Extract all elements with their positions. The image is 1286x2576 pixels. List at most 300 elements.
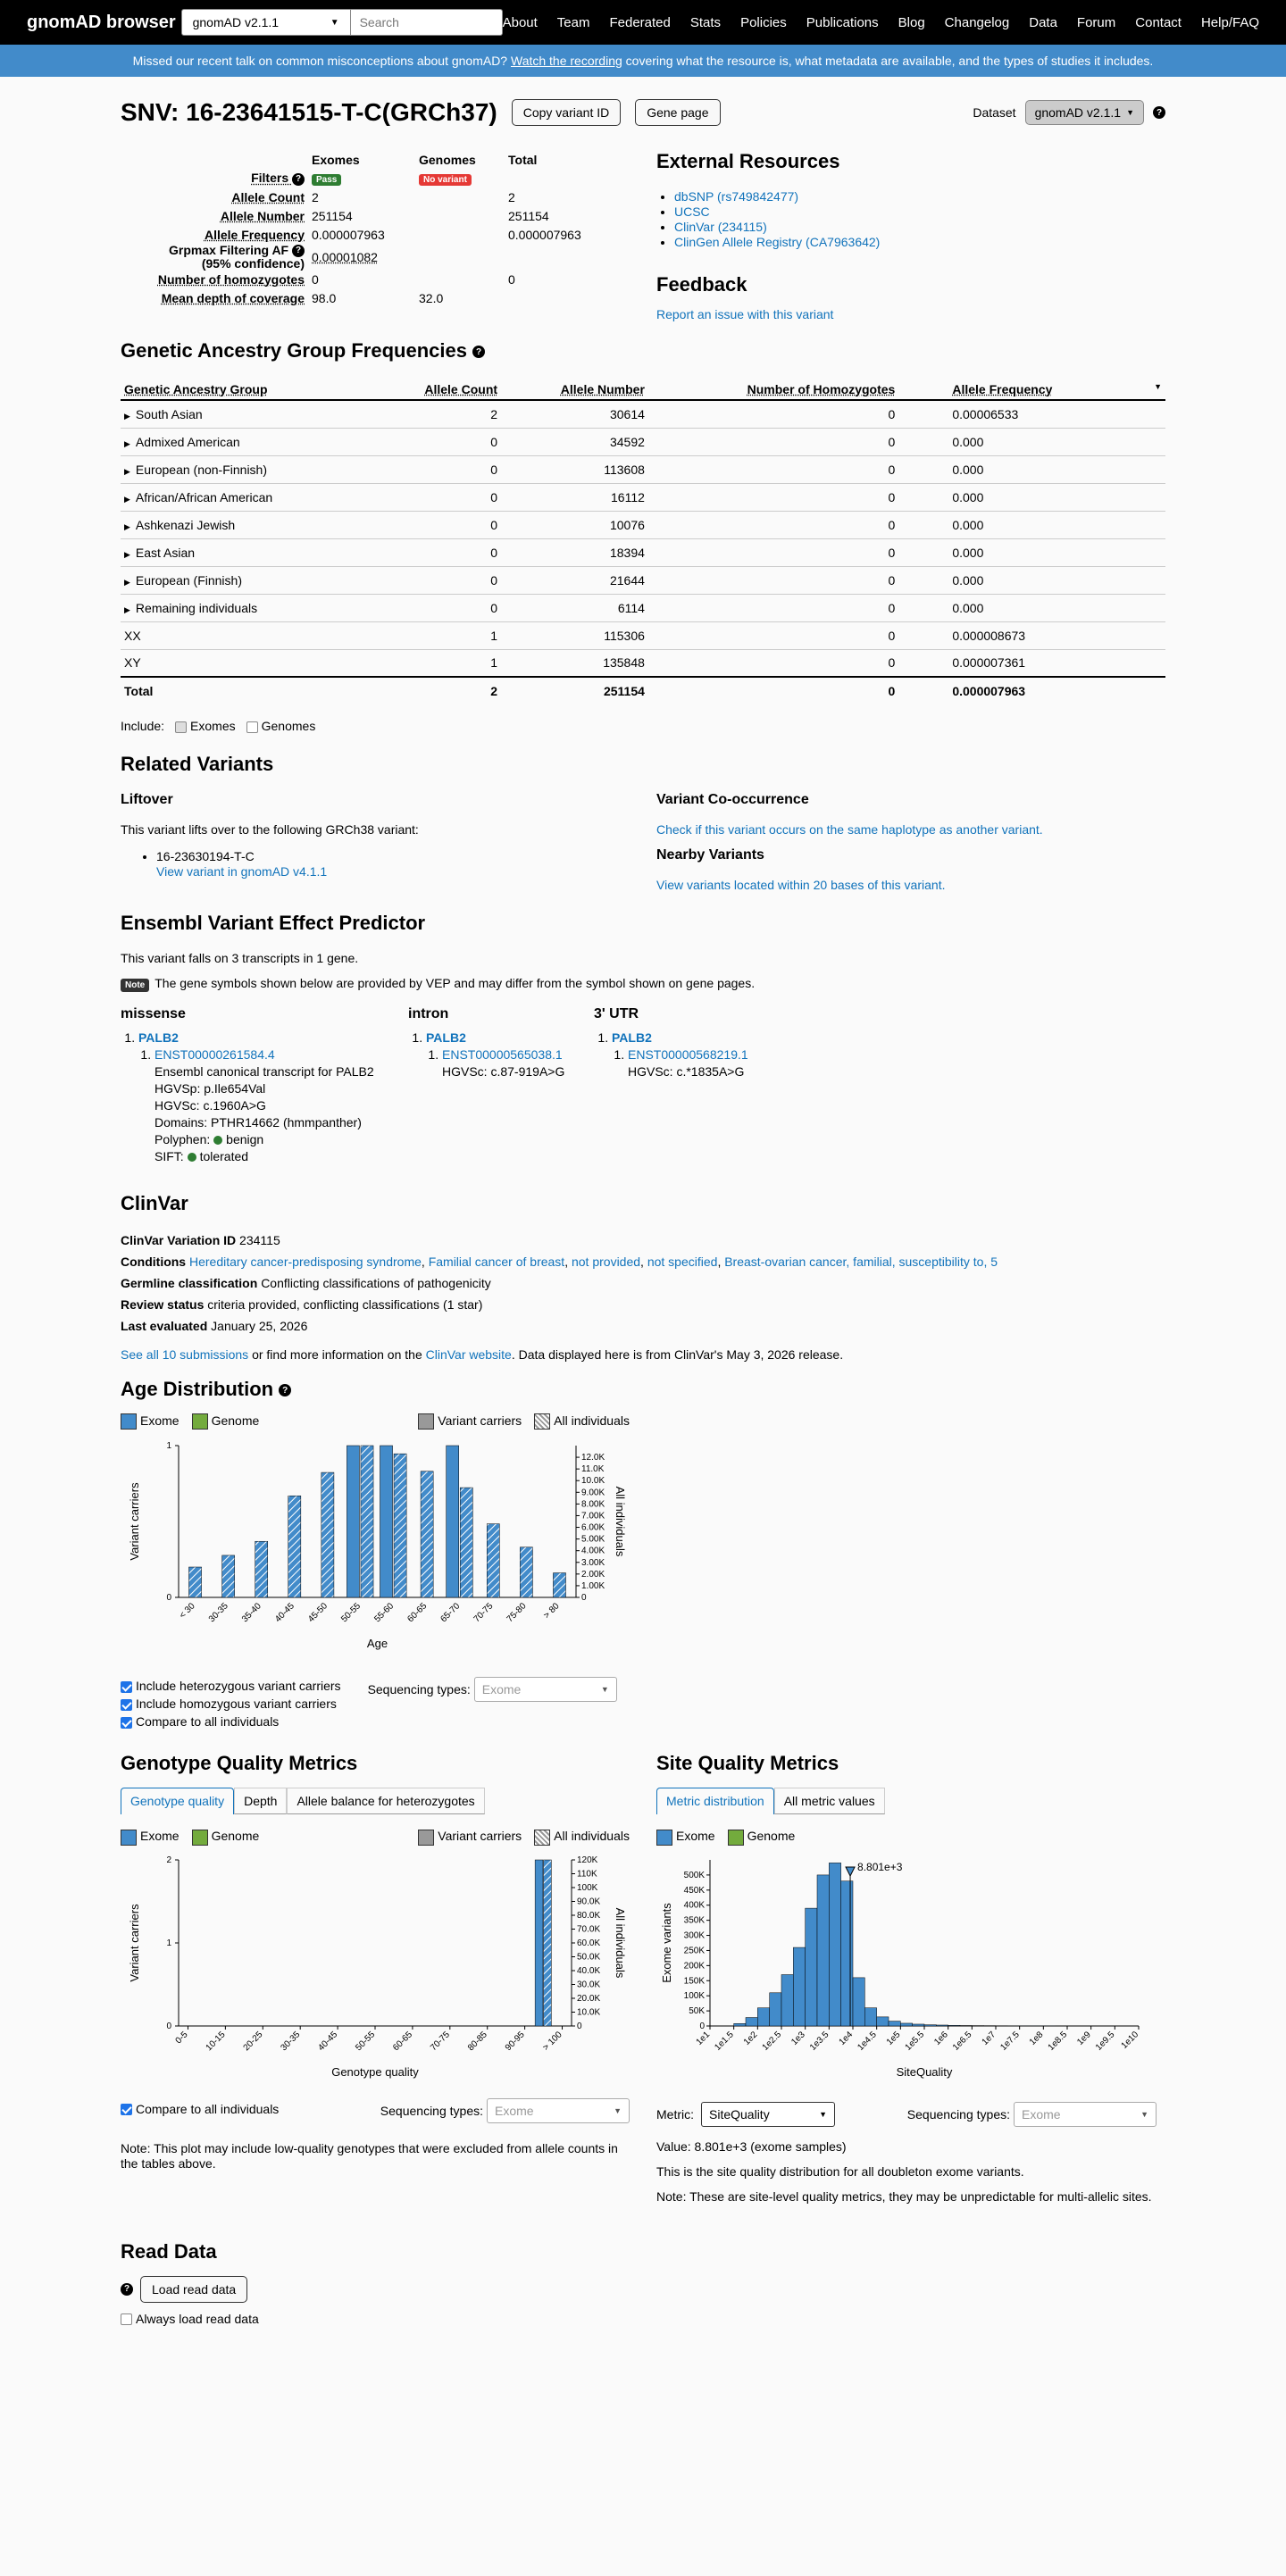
external-link-item [674,189,1165,204]
read-data-title: Read Data [121,2239,217,2263]
nav-team[interactable]: Team [556,14,590,30]
ancestry-col-header[interactable]: Genetic Ancestry Group [121,379,372,400]
gq-x-tick: > 100 [540,2029,564,2053]
cooccurrence-title: Variant Co-occurrence [656,792,809,807]
het-carriers-checkbox[interactable]: Include heterozygous variant carriers [121,1677,341,1695]
vep-consequence: 3' UTR [594,1006,639,1021]
hom-carriers-checkbox[interactable]: Include homozygous variant carriers [121,1695,341,1713]
legend-genome: Genome [192,1413,260,1430]
help-icon[interactable]: ? [472,346,485,358]
ancestry-row [121,649,1165,677]
vep-consequences [121,1006,1165,1165]
ancestry-cell: 0.000 [898,538,1165,566]
note-badge: Note [121,979,149,992]
ancestry-cell: 0 [648,511,898,538]
liftover-link[interactable]: View variant in gnomAD v4.1.1 [156,864,328,879]
age-x-tick: 75-80 [505,1601,529,1625]
help-icon[interactable]: ? [279,1384,291,1396]
tab-all-metric-values[interactable]: All metric values [774,1788,885,1814]
sq-bar[interactable] [877,2016,889,2025]
gq-x-tick: 70-75 [429,2029,452,2053]
ancestry-cell: 1 [372,649,501,677]
clinvar-condition-link[interactable]: Breast-ovarian cancer, familial, susceptibility to, 5 [724,1255,998,1269]
external-link[interactable]: dbSNP (rs749842477) [674,189,799,204]
vep-transcript-link[interactable]: ENST00000261584.4 [154,1047,275,1062]
vep-gene-link[interactable]: PALB2 [426,1030,466,1045]
age-y2-tick: 6.00K [581,1522,605,1533]
ancestry-cell: 113608 [501,455,648,483]
age-y-tick: 0 [166,1593,171,1604]
sq-x-tick: 1e2 [741,2029,760,2047]
age-y2-tick: 3.00K [581,1558,605,1569]
ancestry-cell: 21644 [501,566,648,594]
expand-caret-icon[interactable]: ▶ [124,577,130,587]
gq-y2-tick: 100K [577,1882,598,1893]
sq-bar[interactable] [864,2007,876,2025]
age-y2-tick: 10.0K [581,1476,605,1487]
age-x-tick: 55-60 [372,1601,397,1625]
gq-x-tick: 0-5 [173,2029,190,2046]
age-all-bar[interactable] [553,1573,565,1597]
sq-bar[interactable] [936,2025,948,2026]
clinvar-condition-link[interactable]: not provided [571,1255,641,1269]
age-all-bar[interactable] [361,1446,373,1597]
summary-row [121,288,585,307]
ancestry-cell: ▶ Remaining individuals [121,594,372,621]
seq-types-label: Sequencing types: [906,2106,1010,2122]
tolerated-dot-icon [188,1153,196,1162]
seq-types-label: Sequencing types: [367,1682,471,1697]
help-icon[interactable]: ? [121,2283,133,2296]
ancestry-title: Genetic Ancestry Group Frequencies ? [121,339,1165,363]
expand-caret-icon[interactable]: ▶ [124,604,130,614]
ancestry-total-row [121,677,1165,704]
ancestry-row[interactable] [121,511,1165,538]
sq-x-tick: 1e4.5 [856,2029,879,2053]
help-icon[interactable]: ? [292,245,305,257]
expand-caret-icon[interactable]: ▶ [124,549,130,559]
sq-bar[interactable] [734,2023,746,2026]
sq-bar[interactable] [817,1875,829,2026]
sq-note: Note: These are site-level quality metrics, they may be unpredictable for multi-allelic sites. [656,2188,1152,2204]
ancestry-cell: ▶ East Asian [121,538,372,566]
dataset-select[interactable] [181,9,351,36]
help-icon[interactable]: ? [292,173,305,186]
ancestry-cell: 0 [372,538,501,566]
ancestry-total-cell: Total [121,677,372,704]
external-link[interactable]: ClinGen Allele Registry (CA7963642) [674,235,881,249]
search-group [181,9,503,36]
nav-federated[interactable]: Federated [609,14,671,30]
vep-group [408,1006,594,1165]
ancestry-cell: ▶ Admixed American [121,428,372,455]
ancestry-row [121,621,1165,649]
copy-variant-id-button[interactable]: Copy variant ID [512,99,621,126]
gq-carrier-bar[interactable] [535,1860,543,2026]
filters-label: Filters ? [121,169,308,188]
include-exomes-checkbox[interactable]: Exomes [175,719,236,733]
gene-page-button[interactable]: Gene page [635,99,720,126]
age-all-bar[interactable] [520,1547,532,1597]
age-y2-label: All individuals [614,1486,627,1557]
age-all-bar[interactable] [394,1454,406,1597]
age-y-label: Variant carriers [128,1482,141,1561]
tab-genotype-quality[interactable]: Genotype quality [121,1788,234,1814]
metric-select[interactable]: SiteQuality ▼ [701,2102,835,2127]
gq-y-tick: 2 [166,1855,171,1865]
clinvar-website-link[interactable]: ClinVar website [425,1347,512,1362]
ancestry-cell: 0 [372,455,501,483]
sq-y-tick: 50K [689,2005,705,2016]
external-resources-title: External Resources [656,150,840,172]
sq-bar[interactable] [781,1974,793,2025]
gq-y-tick: 0 [166,2021,171,2031]
tab-metric-distribution[interactable]: Metric distribution [656,1788,774,1814]
report-issue-link[interactable]: Report an issue with this variant [656,307,834,321]
sq-x-tick: 1e8 [1027,2029,1046,2047]
col-exomes: Exomes [312,152,360,167]
dataset-label: Dataset [973,105,1016,120]
nav-changelog[interactable]: Changelog [944,14,1010,30]
summary-exome-value: 251154 [312,208,353,223]
sq-y-tick: 150K [683,1975,705,1986]
summary-row-label: Number of homozygotes [157,271,305,287]
brand-logo[interactable]: gnomAD browser [27,12,176,32]
age-y2-tick: 5.00K [581,1534,605,1545]
sq-x-tick: 1e2.5 [760,2029,784,2053]
ancestry-cell: ▶ South Asian [121,400,372,428]
age-all-bar[interactable] [460,1488,472,1597]
seq-types-select[interactable]: Exome ▼ [474,1677,617,1702]
sq-x-tick: 1e9 [1075,2029,1093,2047]
age-carrier-bar[interactable] [447,1446,459,1597]
benign-dot-icon [213,1136,222,1145]
compare-all-checkbox[interactable]: Compare to all individuals [121,1713,341,1730]
nearby-link[interactable]: View variants located within 20 bases of this variant. [656,878,946,892]
age-all-bar[interactable] [322,1472,334,1597]
nav-publications[interactable]: Publications [806,14,879,30]
cooccurrence-link[interactable]: Check if this variant occurs on the same haplotype as another variant. [656,822,1043,837]
genome-filter-badge: No variant [419,174,472,186]
vep-gene-link[interactable]: PALB2 [138,1030,179,1045]
summary-row [121,188,585,206]
gq-y2-tick: 90.0K [577,1897,601,1907]
clinvar-condition-link[interactable]: Hereditary cancer-predisposing syndrome [189,1255,422,1269]
summary-row [121,225,585,244]
gq-title: Genotype Quality Metrics [121,1752,358,1775]
chevron-down-icon: ▼ [614,2105,622,2115]
site-quality-section [656,1752,1165,2204]
sq-bar[interactable] [746,2017,757,2025]
ancestry-row[interactable] [121,428,1165,455]
age-x-tick: 30-35 [206,1601,230,1625]
vep-detail: Ensembl canonical transcript for PALB2 [154,1064,374,1079]
search-input[interactable]: Search [351,9,503,36]
marker-arrow-icon [846,1867,855,1876]
vep-gene-link[interactable]: PALB2 [612,1030,652,1045]
nav-policies[interactable]: Policies [740,14,787,30]
external-link[interactable]: UCSC [674,204,710,219]
liftover-title: Liftover [121,792,173,807]
top-navbar [0,0,1286,45]
sq-bar[interactable] [960,2025,972,2026]
gq-compare-checkbox[interactable]: Compare to all individuals [121,2102,279,2116]
vep-polyphen: Polyphen: benign [154,1132,264,1146]
vep-sift: SIFT: tolerated [154,1149,249,1163]
external-link-item [674,220,1165,235]
summary-genome-value: 32.0 [419,290,444,305]
external-link[interactable]: ClinVar (234115) [674,220,767,234]
gq-x-tick: 40-45 [316,2029,340,2053]
age-y2-tick: 8.00K [581,1499,605,1510]
age-chart [121,1437,630,1669]
ancestry-cell: 0.000 [898,566,1165,594]
age-carrier-bar[interactable] [380,1446,392,1597]
help-icon[interactable]: ? [1153,106,1165,119]
legend-carriers: Variant carriers [418,1829,522,1845]
sq-bar[interactable] [770,1992,781,2025]
ancestry-cell: 34592 [501,428,648,455]
sq-legend [656,1829,1165,1845]
age-x-tick: 45-50 [306,1601,330,1625]
age-all-bar[interactable] [421,1471,433,1597]
sq-desc: This is the site quality distribution for all doubleton exome variants. [656,2163,1024,2179]
sq-controls [656,2102,1157,2127]
nav-contact[interactable]: Contact [1135,14,1182,30]
ancestry-cell: 0 [372,428,501,455]
ancestry-cell: 1 [372,621,501,649]
gq-x-tick: 30-35 [279,2029,303,2053]
clinvar-id: ClinVar Variation ID 234115 [121,1233,280,1247]
dataset-dropdown[interactable]: gnomAD v2.1.1 ▼ [1025,100,1144,125]
exome-filter-badge: Pass [312,174,341,186]
sq-marker-label: 8.801e+3 [857,1860,903,1873]
tab-allele-balance[interactable]: Allele balance for heterozygotes [287,1788,484,1814]
gq-controls [121,2102,630,2123]
ancestry-col-header[interactable]: Allele Count [372,379,501,400]
ancestry-col-header[interactable]: Number of Homozygotes [648,379,898,400]
age-chart-block [121,1413,630,1730]
sq-bar[interactable] [841,1880,853,2025]
ancestry-cell: 0 [648,400,898,428]
gq-all-bar[interactable] [544,1860,552,2026]
age-x-label: Age [366,1637,388,1651]
cooccurrence-section [656,792,1165,892]
load-read-data-button[interactable]: Load read data [140,2276,247,2303]
vep-transcript-link[interactable]: ENST00000565038.1 [442,1047,563,1062]
grpmax-exome-value: 0.00001082 [312,249,378,264]
nav-about[interactable]: About [502,14,538,30]
sq-seq-types-select[interactable]: Exome ▼ [1014,2102,1157,2127]
gq-y-label: Variant carriers [128,1904,141,1982]
sq-x-tick: 1e8.5 [1046,2029,1070,2053]
age-all-bar[interactable] [188,1567,201,1597]
sq-bar[interactable] [889,2021,900,2025]
ancestry-row[interactable] [121,566,1165,594]
nav-data[interactable]: Data [1029,14,1057,30]
ancestry-cell: 0.000 [898,483,1165,511]
external-links-list [674,189,1165,250]
ancestry-cell: 6114 [501,594,648,621]
variant-header [121,95,1165,130]
gq-x-tick: 20-25 [241,2029,265,2053]
age-x-tick: < 30 [177,1601,197,1621]
expand-caret-icon[interactable]: ▶ [124,438,130,448]
external-link-item [674,235,1165,250]
ancestry-row[interactable] [121,483,1165,511]
sort-desc-icon: ▼ [1154,381,1162,391]
gq-y2-tick: 40.0K [577,1965,601,1976]
sq-bar[interactable] [948,2025,960,2026]
nav-helpfaq[interactable]: Help/FAQ [1200,14,1259,30]
ancestry-col-header[interactable]: Allele Number [501,379,648,400]
ancestry-row[interactable] [121,455,1165,483]
sq-x-tick: 1e10 [1119,2029,1141,2051]
expand-caret-icon[interactable]: ▶ [124,411,130,421]
nav-stats[interactable]: Stats [689,14,722,30]
sq-x-tick: 1e1 [694,2029,713,2047]
age-all-bar[interactable] [255,1542,268,1598]
tab-depth[interactable]: Depth [234,1788,287,1814]
vep-group [121,1006,408,1165]
age-x-tick: > 80 [541,1601,562,1621]
gq-y2-tick: 10.0K [577,2007,601,2018]
sq-bar[interactable] [829,1863,840,2026]
read-data-controls [121,2276,1165,2303]
related-variants [121,792,1165,892]
age-y2-tick: 9.00K [581,1488,605,1498]
ancestry-cell: 0.000 [898,594,1165,621]
nav-blog[interactable]: Blog [898,14,925,30]
nav-forum[interactable]: Forum [1076,14,1116,30]
ancestry-total-cell: 251154 [501,677,648,704]
ancestry-row[interactable] [121,594,1165,621]
vep-consequence: intron [408,1006,449,1021]
ancestry-cell: 0 [648,621,898,649]
gq-x-tick: 90-95 [503,2029,527,2053]
ancestry-col-header[interactable]: Allele Frequency ▼ [898,379,1165,400]
gq-seq-types-select[interactable]: Exome ▼ [487,2098,630,2123]
summary-genome-value [415,206,505,225]
summary-exome-value: 0.000007963 [312,227,385,242]
sq-bar[interactable] [793,1947,805,2026]
vep-transcript-link[interactable]: ENST00000568219.1 [628,1047,748,1062]
all-submissions-link[interactable]: See all 10 submissions [121,1347,249,1362]
age-all-bar[interactable] [222,1555,235,1597]
summary-genome-value [415,188,505,206]
ancestry-total-cell: 2 [372,677,501,704]
vep-group [594,1006,862,1165]
age-carrier-bar[interactable] [347,1446,359,1597]
include-genomes-checkbox[interactable]: Genomes [246,719,316,733]
ancestry-cell: 0 [372,511,501,538]
seq-types-label: Sequencing types: [380,2103,483,2118]
sq-y-tick: 200K [683,1960,705,1971]
age-y2-tick: 2.00K [581,1570,605,1580]
age-y2-tick: 0 [581,1593,587,1604]
clinvar-conditions: Conditions Hereditary cancer-predisposing syndrome, Familial cancer of breast, not provided, not specified, Breast-ovarian cancer, familial, susceptibility to, 5 [121,1255,998,1269]
banner-text-end: covering what the resource is, what metadata are available, and the types of studies it includes. [625,54,1154,68]
sq-title: Site Quality Metrics [656,1752,839,1775]
ancestry-row[interactable] [121,400,1165,428]
age-x-tick: 35-40 [239,1601,263,1625]
gq-x-tick: 80-85 [465,2029,489,2053]
ancestry-cell: XY [121,649,372,677]
sq-value: Value: 8.801e+3 (exome samples) [656,2138,847,2154]
legend-all: All individuals [534,1829,630,1845]
ancestry-total-cell: 0.000007963 [898,677,1165,704]
metric-label: Metric: [656,2106,694,2122]
ancestry-row[interactable] [121,538,1165,566]
ancestry-cell: 0 [648,455,898,483]
chevron-down-icon: ▼ [330,17,339,28]
age-all-bar[interactable] [487,1524,499,1597]
ancestry-cell: 0 [648,594,898,621]
announcement-banner [0,45,1286,77]
ancestry-cell: ▶ European (non-Finnish) [121,455,372,483]
sq-x-tick: 1e4 [837,2029,856,2047]
age-x-tick: 40-45 [273,1601,296,1625]
ancestry-cell: ▶ Ashkenazi Jewish [121,511,372,538]
clinvar-title: ClinVar [121,1192,188,1214]
sq-bar[interactable] [924,2024,936,2025]
vep-note: Note The gene symbols shown below are provided by VEP and may differ from the symbol shown on gene pages. [121,976,1165,992]
summary-total-value: 0 [508,271,515,287]
sq-bar[interactable] [853,1977,864,2025]
clinvar-condition-link[interactable]: not specified [647,1255,718,1269]
legend-all: All individuals [534,1413,630,1430]
age-x-tick: 60-65 [405,1601,430,1625]
vep-title: Ensembl Variant Effect Predictor [121,912,426,934]
banner-text: Missed our recent talk on common misconceptions about gnomAD? [132,54,508,68]
related-variants-title: Related Variants [121,753,274,775]
gq-y2-tick: 110K [577,1869,597,1880]
chevron-down-icon: ▼ [819,2109,827,2119]
expand-caret-icon[interactable]: ▶ [124,521,130,531]
clinvar-condition-link[interactable]: Familial cancer of breast [428,1255,565,1269]
summary-row [121,270,585,288]
age-y-tick: 1 [166,1441,171,1452]
ancestry-cell: 0 [372,566,501,594]
sq-bar[interactable] [757,2007,769,2025]
sq-bar[interactable] [913,2024,924,2026]
sq-y-tick: 0 [699,2021,705,2031]
gq-chart [121,1851,630,2092]
ancestry-table [121,379,1165,704]
sq-bar[interactable] [806,1908,817,2026]
sq-x-tick: 1e5.5 [903,2029,927,2053]
age-all-bar[interactable] [288,1496,301,1598]
expand-caret-icon[interactable]: ▶ [124,494,130,504]
expand-caret-icon[interactable]: ▶ [124,466,130,476]
ancestry-cell: 10076 [501,511,648,538]
sq-bar[interactable] [900,2023,912,2026]
summary-exome-value: 2 [312,189,319,204]
gq-x-tick: 50-55 [354,2029,378,2053]
summary-row-label: Allele Frequency [204,227,305,242]
liftover-text: This variant lifts over to the following GRCh38 variant: [121,822,419,837]
main-nav [503,15,1259,30]
always-load-checkbox[interactable]: Always load read data [121,2312,1165,2326]
ancestry-cell: 0 [648,428,898,455]
sq-x-tick: 1e6.5 [950,2029,974,2053]
genotype-quality-section [121,1752,656,2204]
age-y2-tick: 4.00K [581,1546,605,1556]
legend-genome: Genome [192,1829,260,1845]
banner-link[interactable]: Watch the recording [511,54,622,68]
include-controls [121,719,1165,733]
age-y2-tick: 7.00K [581,1511,605,1521]
